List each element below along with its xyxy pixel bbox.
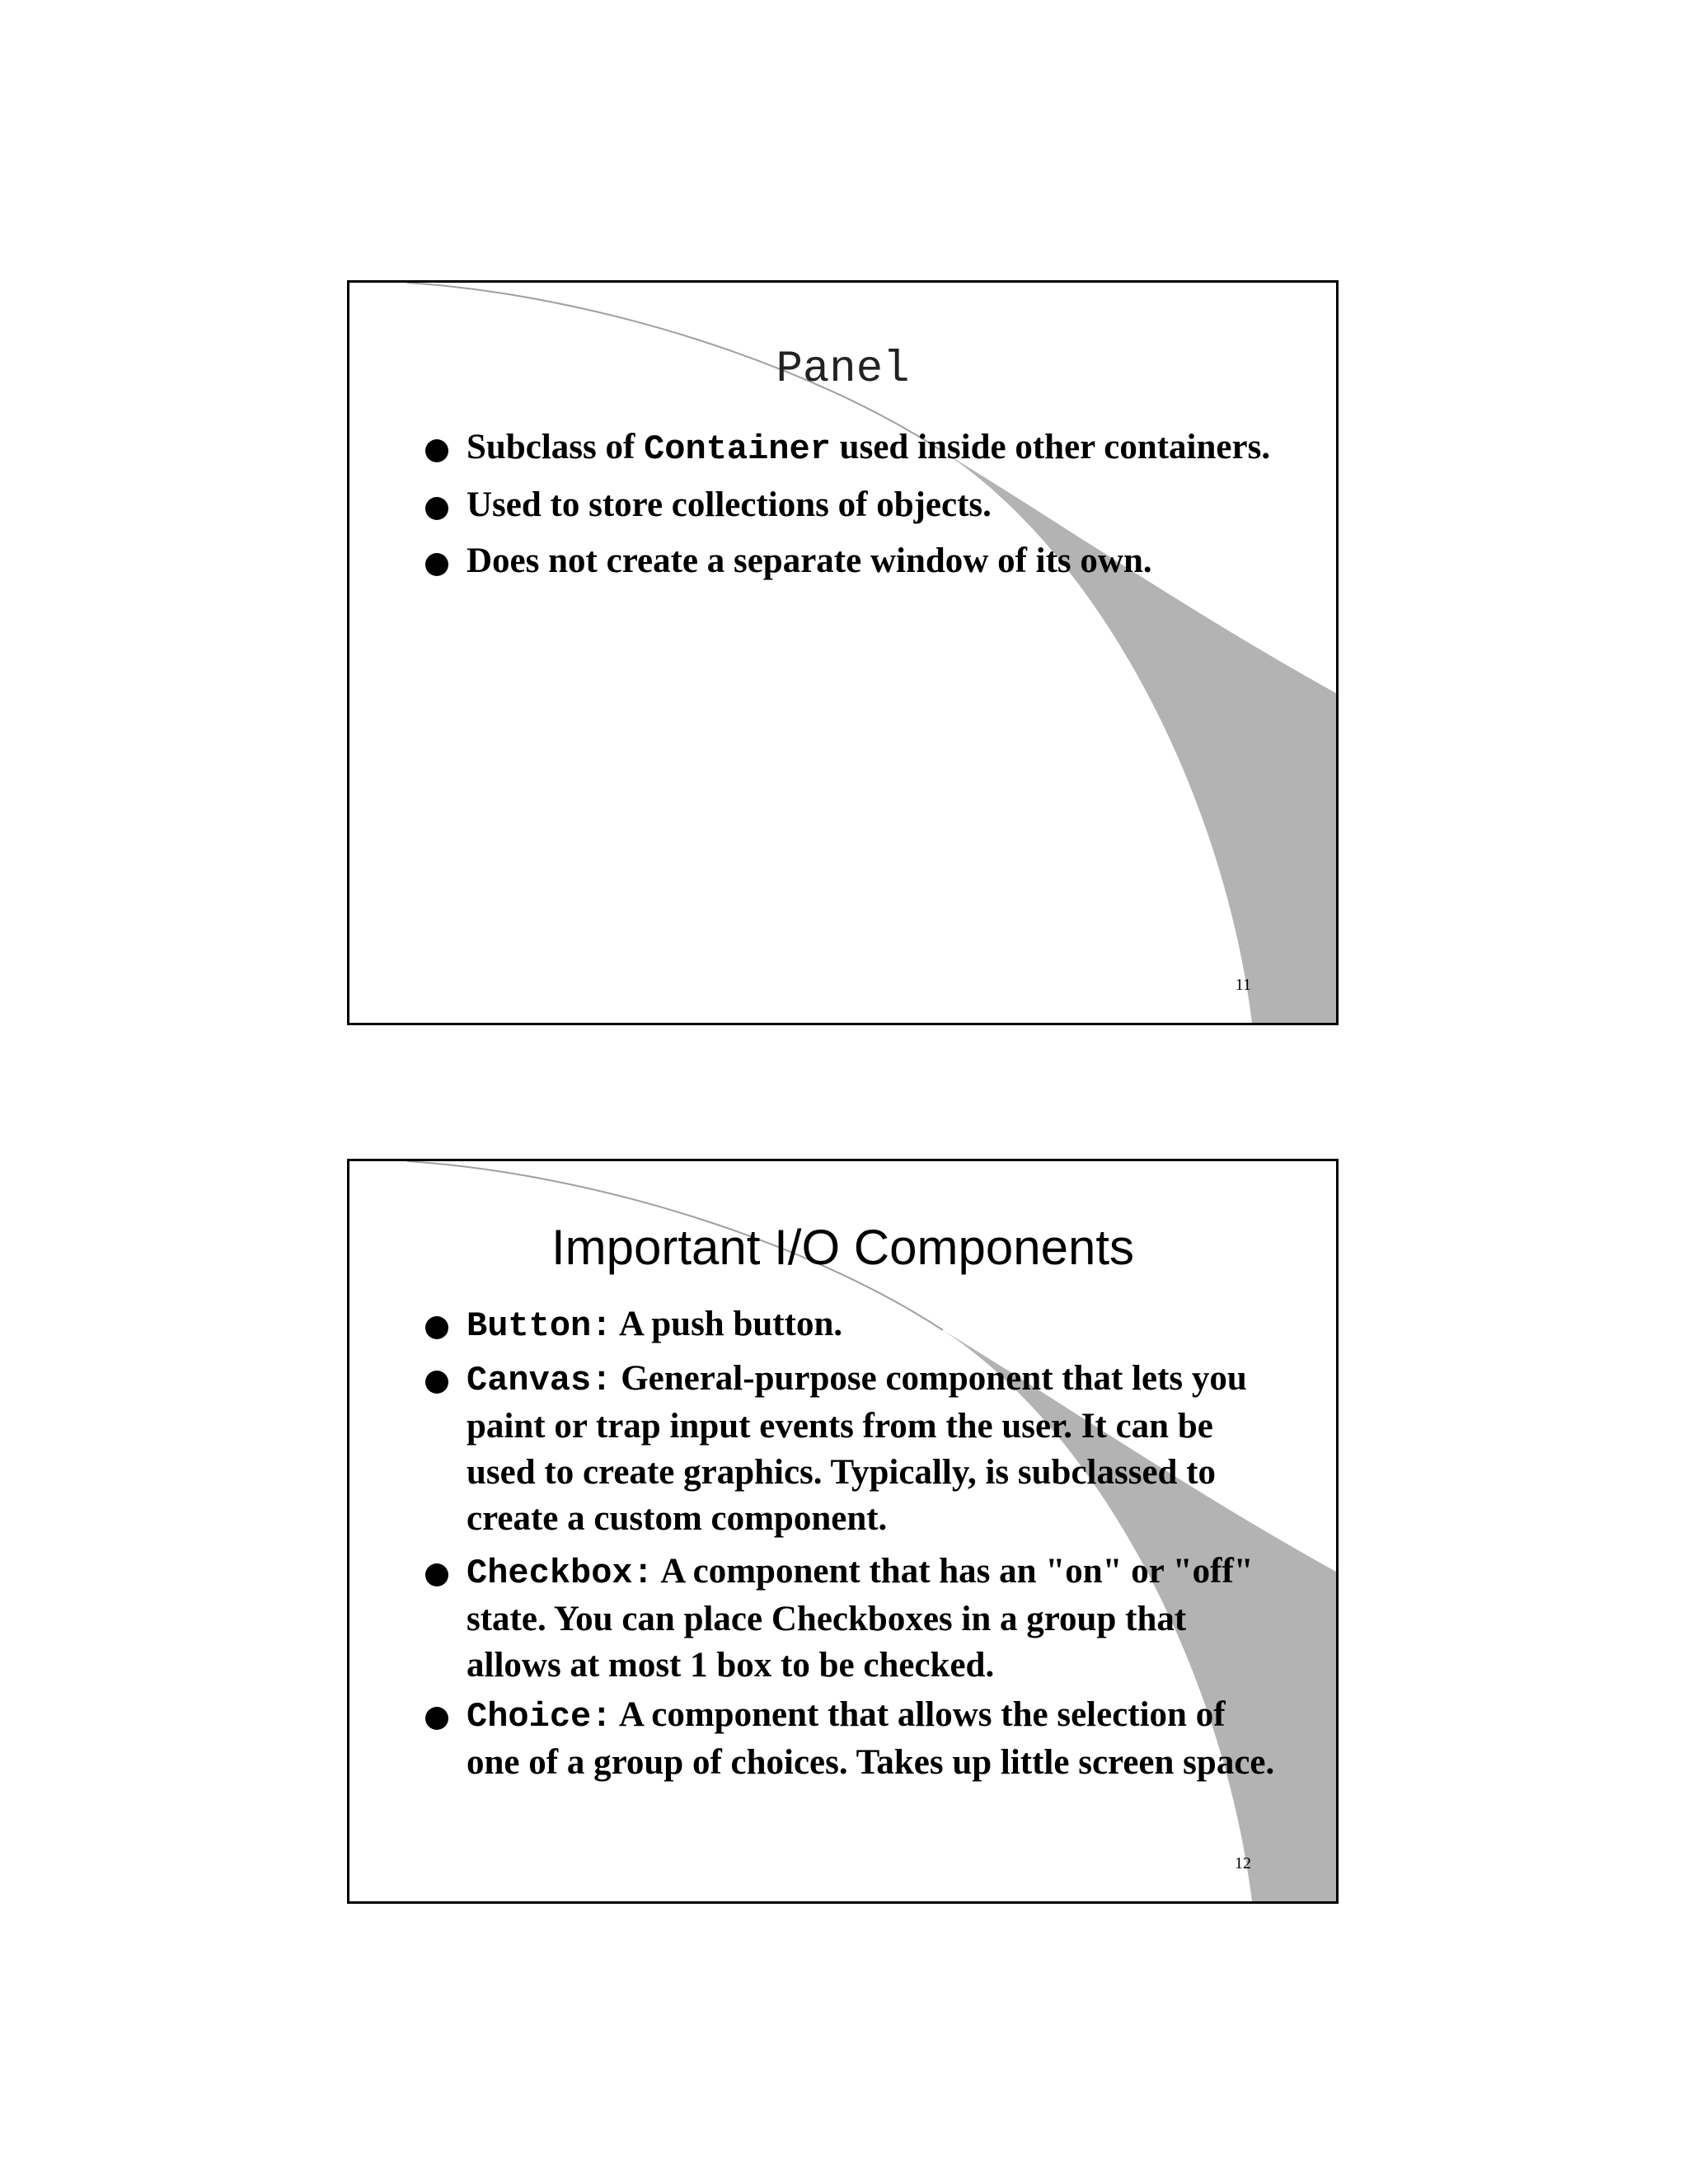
bullet-text: A push button.: [612, 1305, 843, 1343]
bullet-dot-icon: [425, 1563, 448, 1586]
bullet-item: [425, 1549, 1282, 1689]
slide-11: [347, 280, 1339, 1025]
page-number: 12: [1235, 1854, 1251, 1872]
bullet-text: used inside other containers.: [830, 428, 1271, 466]
bullet-text: General-purpose component that lets you paint or trap input events from the user. It can be used to create graphics. Typically, is subclassed to create a custom component.: [467, 1359, 1247, 1538]
component-name: Checkbox:: [467, 1554, 654, 1593]
bullet-list: [425, 1301, 1282, 1793]
bullet-dot-icon: [425, 497, 448, 520]
bullet-item: [425, 1301, 1282, 1349]
bullet-text: Does not create a separate window of its own.: [467, 541, 1152, 580]
bullet-dot-icon: [425, 553, 448, 576]
component-name: Choice:: [467, 1697, 612, 1736]
bullet-dot-icon: [425, 439, 448, 462]
bullet-item: [425, 424, 1282, 472]
slide-12: [347, 1159, 1339, 1904]
slide-title: Important I/O Components: [551, 1220, 1134, 1275]
bullet-list: [425, 424, 1282, 594]
bullet-text: A component that has an "on" or "off" state. You can place Checkboxes in a group that allows at most 1 box to be checked.: [467, 1552, 1254, 1685]
bullet-dot-icon: [425, 1371, 448, 1394]
bullet-item: [425, 538, 1282, 584]
bullet-text: Used to store collections of objects.: [467, 485, 992, 524]
page-number: 11: [1235, 976, 1251, 994]
bullet-dot-icon: [425, 1707, 448, 1730]
component-name: Canvas:: [467, 1361, 612, 1400]
bullet-item: [425, 482, 1282, 528]
bullet-text: A component that allows the selection of one of a group of choices. Takes up little screen space.: [467, 1695, 1275, 1782]
bullet-item: [425, 1356, 1282, 1542]
bullet-dot-icon: [425, 1316, 448, 1339]
component-name: Button:: [467, 1306, 612, 1346]
bullet-text: Subclass of: [467, 428, 645, 466]
bullet-code: Container: [644, 429, 831, 469]
bullet-item: [425, 1692, 1282, 1786]
slide-title: Panel: [776, 344, 910, 395]
